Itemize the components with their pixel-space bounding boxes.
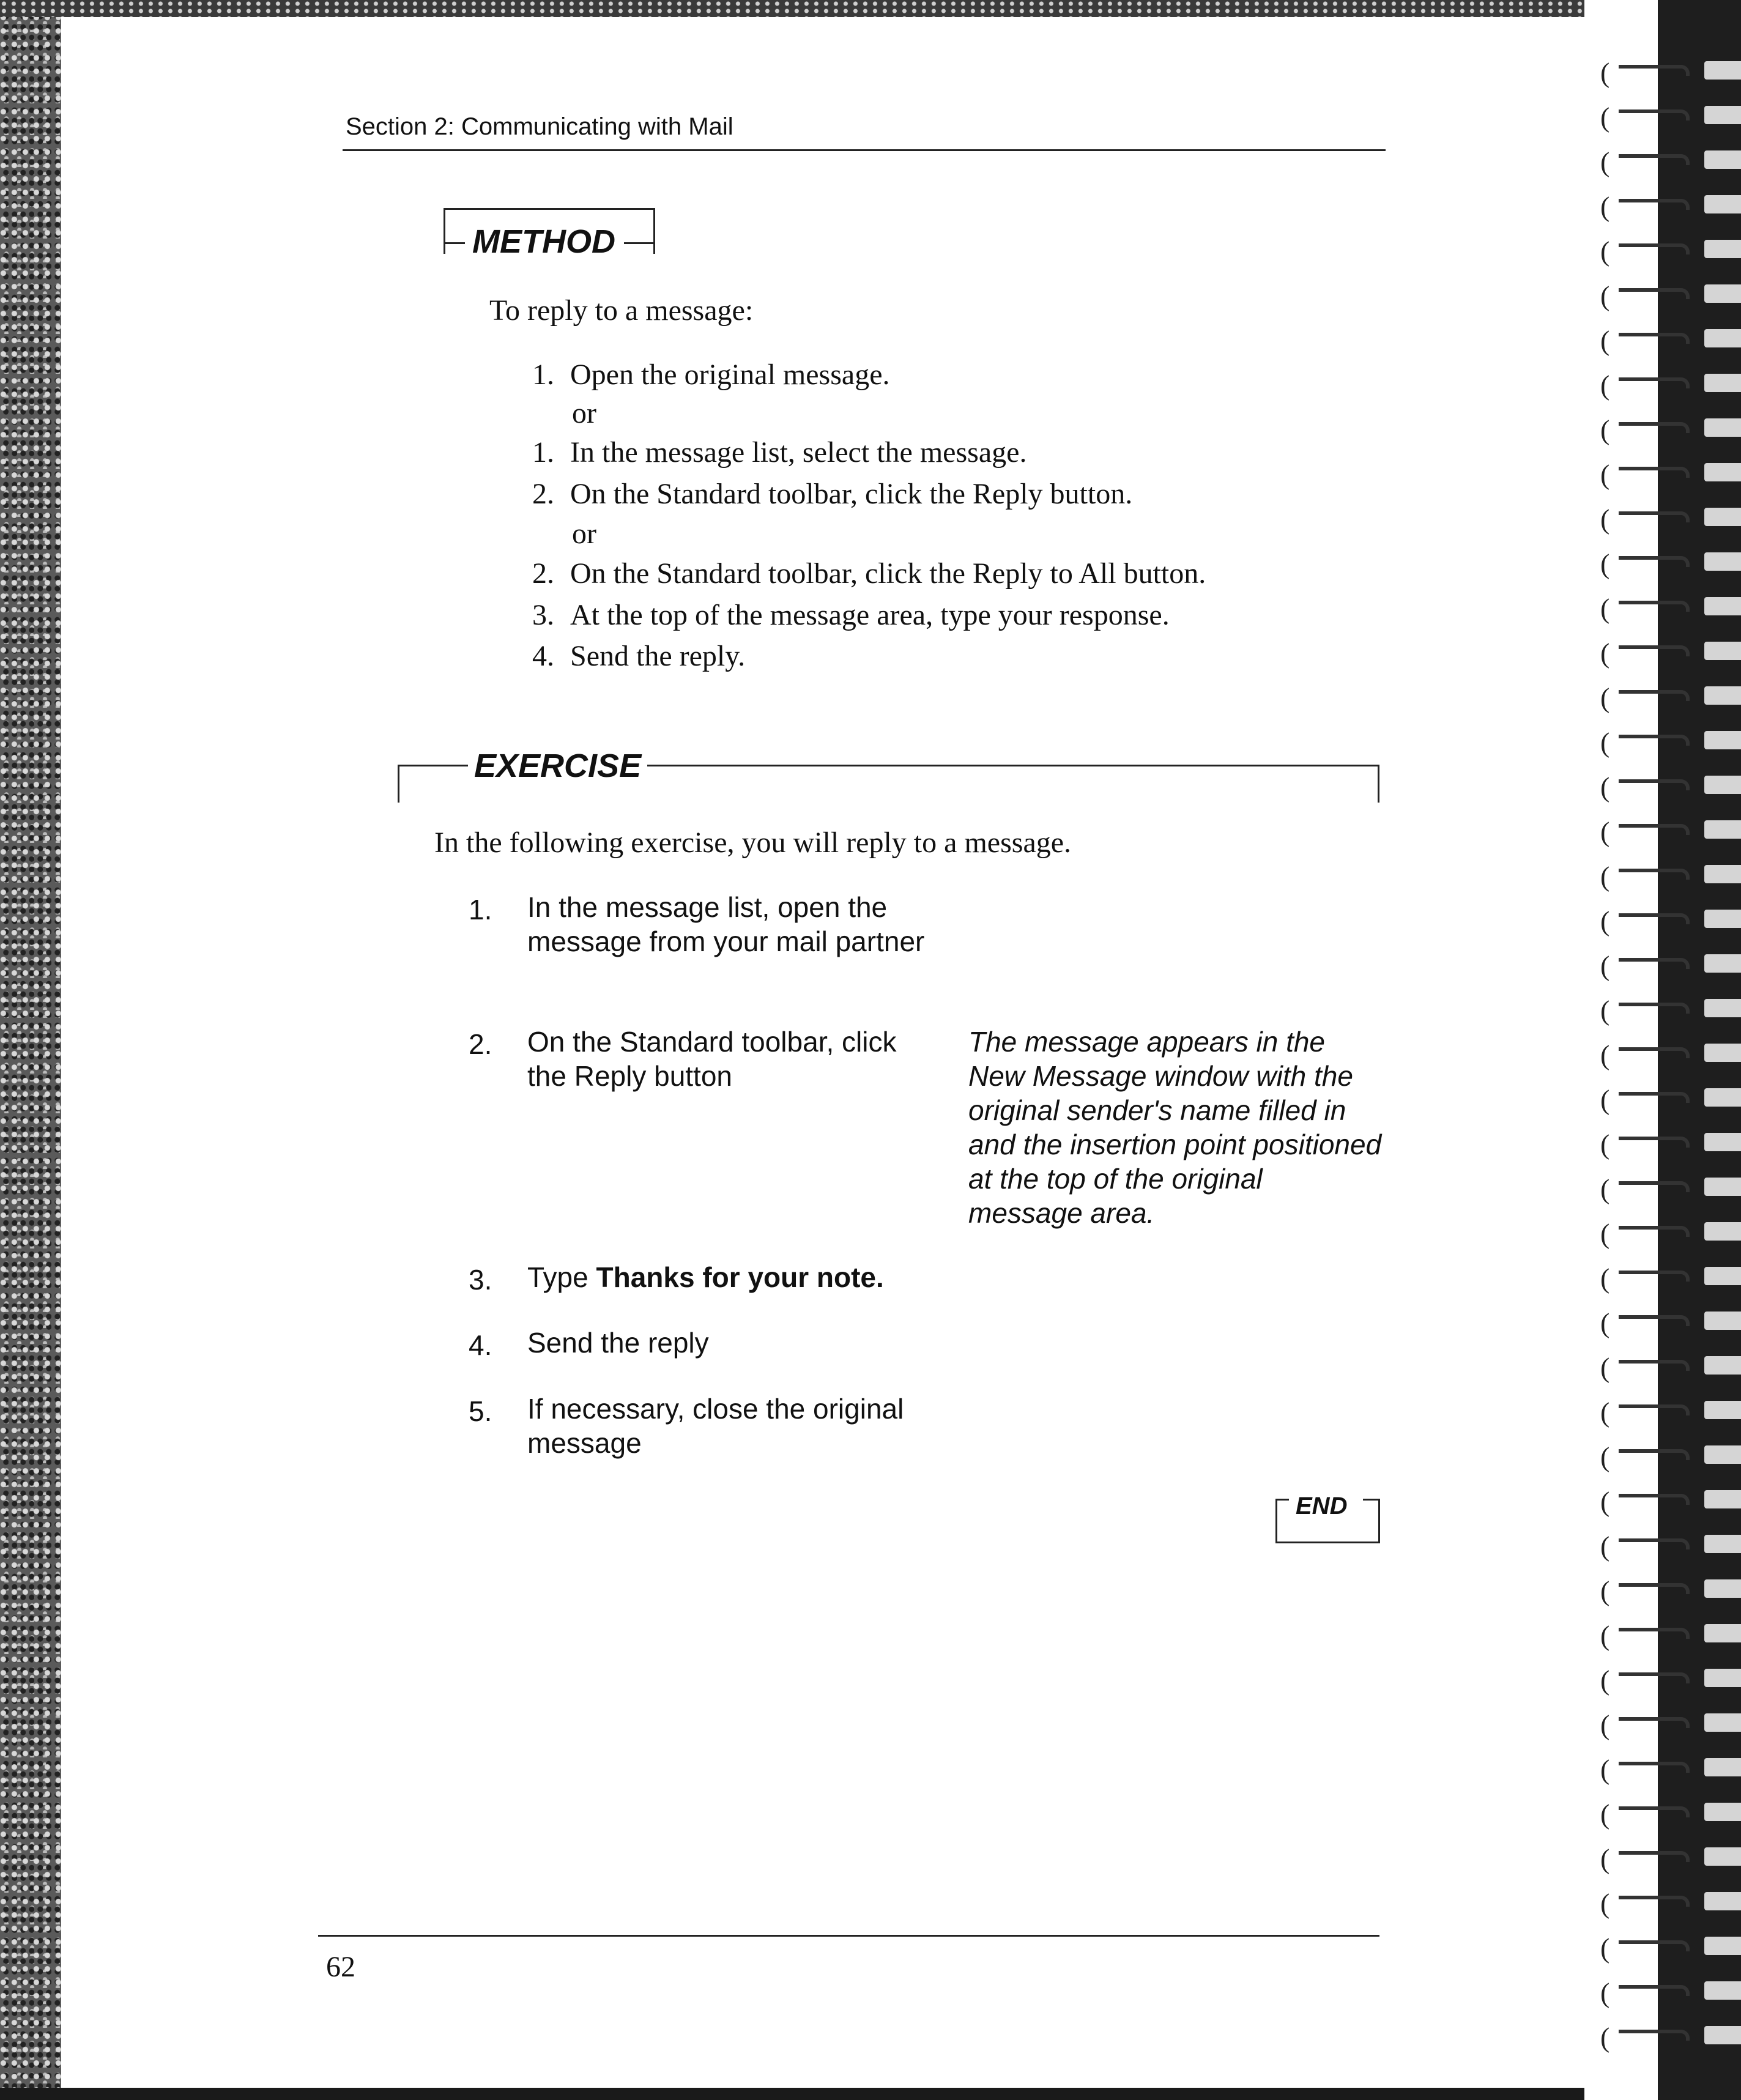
- step-number: 1.: [532, 436, 554, 469]
- binding-loop: (: [1600, 1441, 1691, 1469]
- binding-loop: (: [1600, 1887, 1691, 1915]
- binding-loop: (: [1600, 1798, 1691, 1826]
- binding-loop: (: [1600, 726, 1691, 754]
- scanned-page-edge-bottom: [0, 2088, 1741, 2100]
- binding-loop: (: [1600, 547, 1691, 576]
- method-intro: To reply to a message:: [489, 294, 754, 327]
- scanned-page-edge-top: [0, 0, 1741, 17]
- binding-loop: (: [1600, 592, 1691, 620]
- binding-loop: (: [1600, 1217, 1691, 1245]
- binding-loop: (: [1600, 1976, 1691, 2005]
- binding-loop: (: [1600, 458, 1691, 486]
- binding-loop: (: [1600, 1039, 1691, 1067]
- binding-loop: (: [1600, 994, 1691, 1022]
- or-connector: or: [572, 518, 596, 550]
- binding-loop: (: [1600, 146, 1691, 174]
- exercise-heading: EXERCISE: [468, 748, 647, 784]
- step-number: 4.: [532, 640, 554, 672]
- step-number: 3.: [532, 599, 554, 631]
- method-heading: METHOD: [465, 223, 623, 260]
- method-step: [532, 358, 890, 391]
- binding-loop: (: [1600, 1753, 1691, 1781]
- binding-loop: (: [1600, 1307, 1691, 1335]
- binding-loop: (: [1600, 369, 1691, 397]
- end-marker: END: [1296, 1493, 1348, 1519]
- method-step: [532, 598, 1170, 632]
- footer-rule: [318, 1935, 1379, 1937]
- step-number: 2.: [532, 557, 554, 590]
- method-frame-line: [444, 242, 468, 244]
- binding-loop: (: [1600, 1083, 1691, 1111]
- step-text: On the Standard toolbar, click the Reply to All button.: [570, 557, 1206, 590]
- step-text: Open the original message.: [570, 358, 890, 391]
- binding-loop: (: [1600, 681, 1691, 710]
- binding-loop: (: [1600, 1932, 1691, 1960]
- step-text-prefix: Type: [527, 1261, 596, 1293]
- binding-loop: (: [1600, 815, 1691, 844]
- binding-loop: (: [1600, 1619, 1691, 1647]
- exercise-step-number: 4.: [469, 1329, 492, 1361]
- exercise-step-text: On the Standard toolbar, click the Reply button: [527, 1026, 897, 1092]
- step-number: 1.: [532, 358, 554, 391]
- method-step: [532, 477, 1132, 511]
- page-number: 62: [326, 1951, 355, 1983]
- binding-loop: (: [1600, 1396, 1691, 1424]
- binding-loop: (: [1600, 101, 1691, 129]
- binding-loop: (: [1600, 949, 1691, 978]
- method-step: [532, 436, 1026, 469]
- binding-loop: (: [1600, 1351, 1691, 1379]
- binding-loop: (: [1600, 905, 1691, 933]
- binding-loop: (: [1600, 324, 1691, 352]
- method-step: [532, 639, 745, 673]
- binding-loop: (: [1600, 1530, 1691, 1558]
- exercise-step-number: 3.: [469, 1264, 492, 1296]
- binding-loop: (: [1600, 1262, 1691, 1290]
- binding-loop: (: [1600, 1575, 1691, 1603]
- binding-loop: (: [1600, 771, 1691, 799]
- exercise-frame-corner: [398, 765, 399, 803]
- binding-loop: (: [1600, 414, 1691, 442]
- exercise-step-text: [527, 1260, 943, 1294]
- section-header: Section 2: Communicating with Mail: [346, 113, 733, 140]
- step-text-typed: Thanks for your note.: [596, 1261, 884, 1293]
- binding-loop: (: [1600, 1709, 1691, 1737]
- binding-loop: (: [1600, 503, 1691, 531]
- end-marker-line: [1275, 1499, 1289, 1501]
- or-connector: or: [572, 397, 596, 429]
- binding-loop: (: [1600, 235, 1691, 263]
- step-text: On the Standard toolbar, click the Reply button.: [570, 478, 1133, 510]
- method-frame-line: [624, 242, 653, 244]
- binding-loop: (: [1600, 1485, 1691, 1513]
- binding-loop: (: [1600, 2021, 1691, 2049]
- step-text: At the top of the message area, type your response.: [570, 599, 1170, 631]
- exercise-step-text: In the message list, open the message from your mail partner: [527, 891, 925, 957]
- binding-loop: (: [1600, 56, 1691, 84]
- exercise-step-number: 2.: [469, 1028, 492, 1060]
- spiral-binding: [1584, 0, 1741, 2100]
- binding-loop: (: [1600, 190, 1691, 218]
- exercise-step-text: Send the reply: [527, 1327, 709, 1359]
- binding-loop: (: [1600, 1173, 1691, 1201]
- step-text: Send the reply.: [570, 640, 746, 672]
- exercise-result-note: The message appears in the New Message window with the original sender's name filled in and the insertion point positioned at the top of the original message area.: [968, 1026, 1382, 1229]
- step-text: In the message list, select the message.: [570, 436, 1027, 469]
- exercise-intro: In the following exercise, you will reply to a message.: [434, 826, 1072, 859]
- binding-loop: (: [1600, 860, 1691, 888]
- method-step: [532, 557, 1206, 590]
- binding-loop: (: [1600, 1128, 1691, 1156]
- end-marker-line: [1363, 1499, 1378, 1501]
- header-rule: [343, 149, 1386, 151]
- exercise-step-number: 1.: [469, 894, 492, 926]
- binding-loop: (: [1600, 280, 1691, 308]
- binding-loop: (: [1600, 1842, 1691, 1871]
- binding-loop: (: [1600, 1664, 1691, 1692]
- binding-loop: (: [1600, 637, 1691, 665]
- exercise-step-number: 5.: [469, 1395, 492, 1427]
- step-number: 2.: [532, 478, 554, 510]
- scanned-page-edge-left: [0, 0, 61, 2100]
- exercise-frame-corner: [1378, 765, 1379, 803]
- exercise-step-text: If necessary, close the original message: [527, 1393, 904, 1459]
